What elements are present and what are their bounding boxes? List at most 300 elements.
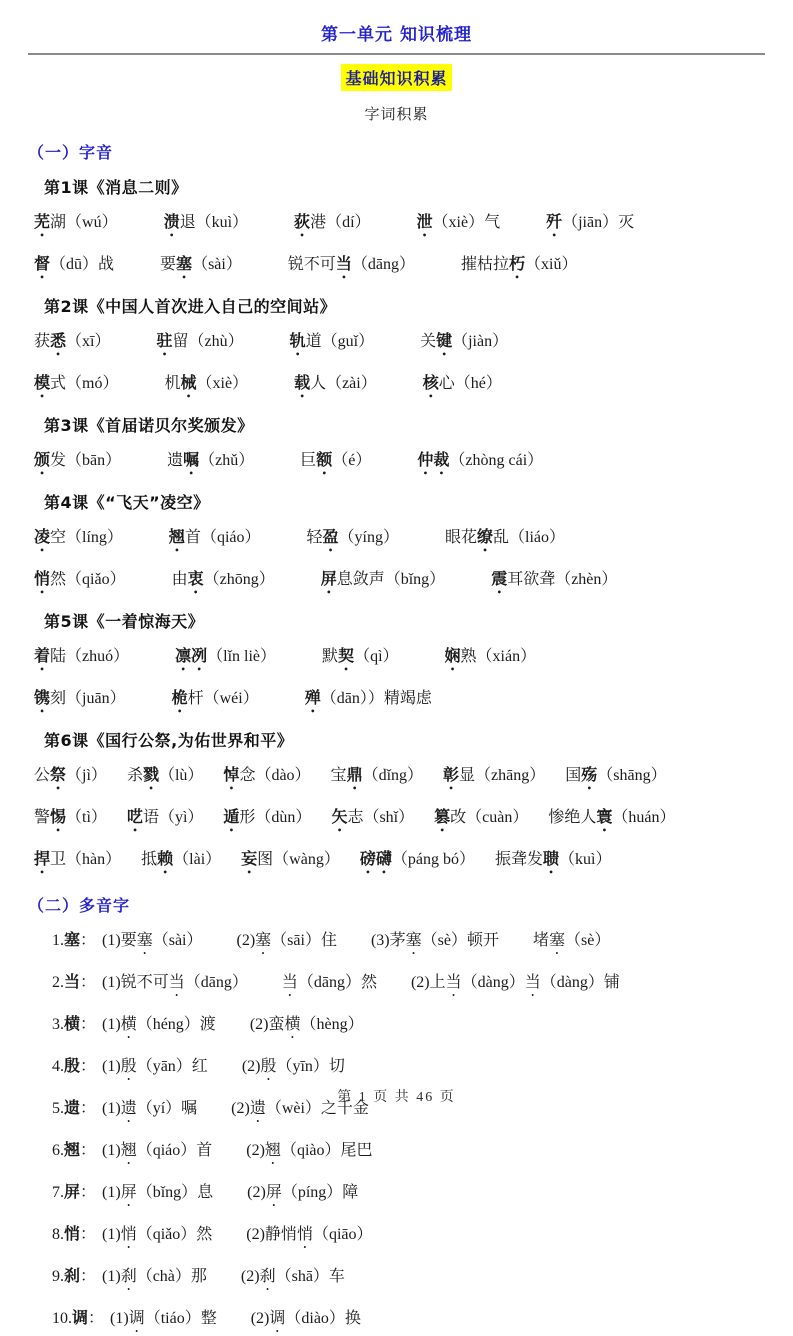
text-segment: 刻（juān） <box>50 690 126 707</box>
text-segment: 获 <box>34 333 51 350</box>
usage-item <box>102 1223 212 1252</box>
emphasized-char: 模 <box>34 373 51 392</box>
polyphone-entry <box>52 1306 793 1336</box>
text-segment: （hèng） <box>300 1016 364 1033</box>
vocab-item <box>34 252 114 282</box>
text-segment: （bǐng）息 <box>136 1184 214 1201</box>
text-segment: 机 <box>164 375 181 392</box>
usage-item <box>102 1013 216 1042</box>
vocab-item <box>360 847 475 877</box>
text-segment: 图（wàng） <box>257 851 340 868</box>
emphasized-char: 塞 <box>255 932 272 949</box>
emphasized-char: 键 <box>436 331 453 350</box>
vocab-row <box>34 567 793 597</box>
text-segment: 然（qiǎo） <box>50 571 126 588</box>
text-segment: 10. <box>52 1310 72 1327</box>
text-segment: (1) <box>102 1142 121 1159</box>
emphasized-char: 祭 <box>50 765 67 784</box>
text-segment: （qì） <box>354 648 399 665</box>
vocab-item <box>417 210 501 240</box>
page-header <box>0 0 793 45</box>
entry-label <box>52 1306 104 1330</box>
vocab-item <box>241 847 340 877</box>
polyphone-entry <box>52 1054 793 1084</box>
highlighted-section-title: 基础知识积累 <box>341 64 451 91</box>
usage-item <box>102 1265 207 1294</box>
text-segment: (1) <box>102 1058 121 1075</box>
text-segment: （wèi）之千金 <box>265 1100 369 1117</box>
highlighted-title-wrap <box>0 64 793 91</box>
lesson-title: 第2课《中国人首次进入自己的空间站》 <box>44 297 337 316</box>
vocab-item <box>495 847 611 877</box>
text-segment: (1)要 <box>102 932 137 949</box>
lesson-title: 第3课《首届诺贝尔奖颁发》 <box>44 416 254 435</box>
emphasized-char: 妄 <box>241 849 258 868</box>
text-segment: 巨 <box>300 452 317 469</box>
text-segment: （dàng） <box>461 974 525 991</box>
emphasized-char: 捍 <box>34 849 51 868</box>
vocab-item <box>164 210 248 240</box>
vocab-item <box>321 567 445 597</box>
emphasized-char: 刹 <box>64 1266 81 1285</box>
emphasized-char: 仲裁 <box>417 450 450 469</box>
emphasized-char: 契 <box>338 646 355 665</box>
text-segment: （lài） <box>173 851 222 868</box>
emphasized-char: 悄 <box>34 569 51 588</box>
polyphone-entry <box>52 1264 793 1294</box>
emphasized-char: 聩 <box>542 849 559 868</box>
emphasized-char: 遗 <box>120 1100 137 1117</box>
unit-header-title: 第一单元 知识梳理 <box>321 25 472 45</box>
emphasized-char: 督 <box>34 254 51 273</box>
emphasized-char: 衷 <box>187 569 204 588</box>
emphasized-char: 遗 <box>64 1098 81 1117</box>
vocab-item <box>305 686 432 716</box>
emphasized-char: 当 <box>281 974 298 991</box>
vocab-item <box>156 329 243 359</box>
text-segment: (2) <box>246 1142 265 1159</box>
vocab-item <box>548 805 675 835</box>
emphasized-char: 核 <box>422 373 439 392</box>
text-segment: (2) <box>240 1268 260 1285</box>
text-segment: 念（dào） <box>239 767 311 784</box>
emphasized-char: 调 <box>128 1310 145 1327</box>
text-segment: 锐不可 <box>287 256 336 273</box>
entry-label <box>52 1054 96 1078</box>
text-segment: （yíng） <box>338 529 399 546</box>
usage-item <box>251 1307 361 1336</box>
emphasized-char: 横 <box>284 1016 301 1033</box>
usage-item <box>102 1055 208 1084</box>
usage-item <box>533 929 610 958</box>
text-segment: （chà）那 <box>136 1268 207 1285</box>
emphasized-char: 缭 <box>477 527 494 546</box>
vocab-item <box>127 763 203 793</box>
text-segment: （dān））精竭虑 <box>320 690 432 707</box>
emphasized-char: 调 <box>72 1308 89 1327</box>
usage-item <box>102 971 248 1000</box>
vocab-row <box>34 525 793 555</box>
vocab-item <box>420 329 508 359</box>
text-segment: （zhǔ） <box>199 452 255 469</box>
emphasized-char: 悄 <box>296 1226 313 1243</box>
vocab-item <box>34 644 129 674</box>
emphasized-char: 悄 <box>120 1226 137 1243</box>
text-segment: 摧枯拉 <box>460 256 509 273</box>
text-segment: 9. <box>52 1268 64 1285</box>
polyphone-entry <box>52 970 793 1000</box>
vocab-row <box>34 329 793 359</box>
entry-label <box>52 970 96 994</box>
text-segment: 公 <box>34 767 51 784</box>
vocab-item <box>491 567 617 597</box>
text-segment: (1) <box>110 1310 129 1327</box>
lesson-title: 第4课《“飞天”凌空》 <box>44 493 210 512</box>
usage-item <box>110 1307 217 1336</box>
vocab-item <box>307 525 399 555</box>
text-segment: （qiào）尾巴 <box>280 1142 373 1159</box>
text-segment: 式（mó） <box>50 375 119 392</box>
text-segment: ： <box>80 1100 97 1117</box>
usage-item <box>237 929 337 958</box>
emphasized-char: 篡 <box>434 807 451 826</box>
usage-item <box>371 929 499 958</box>
vocab-item <box>34 847 121 877</box>
subtitle: 字词积累 <box>364 107 429 123</box>
text-segment: （qiǎo）然 <box>136 1226 213 1243</box>
emphasized-char: 额 <box>316 450 333 469</box>
text-segment: （píng）障 <box>281 1184 359 1201</box>
lesson-title: 第5课《一着惊海天》 <box>44 612 205 631</box>
text-segment: 发（bān） <box>50 452 122 469</box>
vocab-item <box>164 371 248 401</box>
text-segment: (2) <box>231 1100 250 1117</box>
vocab-item <box>34 210 118 240</box>
text-segment: （é） <box>332 452 372 469</box>
text-segment: （diào）换 <box>285 1310 361 1327</box>
text-segment: 杀 <box>126 767 143 784</box>
vocab-item <box>331 805 414 835</box>
usage-item <box>250 1013 364 1042</box>
emphasized-char: 械 <box>180 373 197 392</box>
text-segment: (2) <box>250 1310 270 1327</box>
vocab-item <box>34 329 110 359</box>
polyphone-entries <box>52 928 793 1336</box>
text-segment: 空（líng） <box>50 529 123 546</box>
emphasized-char: 鼎 <box>346 765 363 784</box>
emphasized-char: 横 <box>120 1016 137 1033</box>
lesson-title: 第1课《消息二则》 <box>44 178 188 197</box>
text-segment: ： <box>80 1268 97 1285</box>
vocab-item <box>223 805 311 835</box>
vocab-row <box>34 644 793 674</box>
entry-label <box>52 1012 96 1036</box>
vocab-item <box>34 448 121 478</box>
text-segment: 3. <box>52 1016 64 1033</box>
entry-label <box>52 1180 96 1204</box>
text-segment: 语（yì） <box>142 809 204 826</box>
vocab-item <box>443 763 545 793</box>
text-segment: (1) <box>102 1100 121 1117</box>
text-segment: （lǐn liè） <box>207 648 277 665</box>
text-segment: 宝 <box>330 767 347 784</box>
emphasized-char: 当 <box>524 974 541 991</box>
text-segment: (1) <box>102 1226 121 1243</box>
text-segment: （xiǔ） <box>525 256 578 273</box>
text-segment: (2)蛮 <box>249 1016 285 1033</box>
text-segment: （xiè） <box>196 375 249 392</box>
text-segment: ： <box>80 1058 97 1075</box>
text-segment: （sài） <box>152 932 203 949</box>
emphasized-char: 呓 <box>126 807 143 826</box>
text-segment: （yān）红 <box>136 1058 208 1075</box>
usage-item <box>246 1223 372 1252</box>
emphasized-char: 屏 <box>265 1184 282 1201</box>
text-segment: 道（guǐ） <box>305 333 375 350</box>
emphasized-char: 戮 <box>142 765 159 784</box>
emphasized-char: 塞 <box>64 930 81 949</box>
text-segment: 抵 <box>141 851 158 868</box>
emphasized-char: 娴 <box>444 646 461 665</box>
emphasized-char: 惕 <box>50 807 67 826</box>
emphasized-char: 盈 <box>322 527 339 546</box>
text-segment: 息敛声（bǐng） <box>336 571 446 588</box>
vocab-item <box>546 210 634 240</box>
text-segment: 2. <box>52 974 64 991</box>
emphasized-char: 桅 <box>171 688 188 707</box>
vocab-item <box>167 448 254 478</box>
text-segment: ： <box>80 1226 97 1243</box>
text-segment: （dàng）铺 <box>540 974 620 991</box>
vocab-item <box>141 847 221 877</box>
emphasized-char: 翘 <box>64 1140 81 1159</box>
text-segment: ： <box>80 932 97 949</box>
emphasized-char: 塞 <box>549 932 566 949</box>
vocab-item <box>172 567 275 597</box>
text-segment: 改（cuàn） <box>450 809 529 826</box>
vocab-row <box>34 805 793 835</box>
emphasized-char: 凛冽 <box>175 646 208 665</box>
text-segment: (2)上 <box>410 974 446 991</box>
lesson-title: 第6课《国行公祭,为佑世界和平》 <box>44 731 294 750</box>
text-segment: (3)茅 <box>370 932 406 949</box>
vocab-item <box>34 525 123 555</box>
emphasized-char: 溃 <box>163 212 180 231</box>
vocab-row <box>34 448 793 478</box>
text-segment: 惨绝人 <box>548 809 597 826</box>
emphasized-char: 悼 <box>223 765 240 784</box>
vocab-row <box>34 763 793 793</box>
vocab-item <box>172 686 259 716</box>
emphasized-char: 塞 <box>136 932 153 949</box>
text-segment: （sài） <box>192 256 242 273</box>
text-segment: （jiàn） <box>452 333 509 350</box>
vocab-row <box>34 371 793 401</box>
text-segment: （shā）车 <box>275 1268 345 1285</box>
text-segment: （kuì） <box>559 851 612 868</box>
emphasized-char: 横 <box>64 1014 81 1033</box>
text-segment: 1. <box>52 932 64 949</box>
emphasized-char: 着 <box>34 646 51 665</box>
text-segment: 人（zài） <box>310 375 377 392</box>
text-segment: 轻 <box>306 529 323 546</box>
entry-label <box>52 1222 96 1246</box>
text-segment: （sāi）住 <box>271 932 337 949</box>
text-segment: 熟（xián） <box>460 648 537 665</box>
emphasized-char: 塞 <box>405 932 422 949</box>
text-segment: 湖（wú） <box>50 214 118 231</box>
text-segment: 6. <box>52 1142 64 1159</box>
text-segment: （sè） <box>565 932 611 949</box>
emphasized-char: 驻 <box>156 331 173 350</box>
text-segment: 警 <box>34 809 51 826</box>
emphasized-char: 屏 <box>64 1182 81 1201</box>
text-segment: 陆（zhuó） <box>50 648 130 665</box>
section-heading-polyphone: （二）多音字 <box>28 896 131 915</box>
text-segment: （zhòng cái） <box>449 452 544 469</box>
vocab-row <box>34 847 793 877</box>
emphasized-char: 翘 <box>264 1142 281 1159</box>
vocab-item <box>127 805 203 835</box>
text-segment: 港（dí） <box>310 214 371 231</box>
text-segment: (1) <box>102 1016 121 1033</box>
vocab-item <box>300 448 371 478</box>
text-segment: （jiān）灭 <box>562 214 635 231</box>
usage-item <box>242 1055 345 1084</box>
text-segment: 乱（liáo） <box>493 529 566 546</box>
emphasized-char: 遁 <box>223 807 240 826</box>
vocab-item <box>565 763 666 793</box>
text-segment: （dāng） <box>351 256 415 273</box>
usage-item <box>241 1265 345 1294</box>
entry-label <box>52 1264 96 1288</box>
text-segment: 遗 <box>167 452 184 469</box>
text-segment: ： <box>80 974 97 991</box>
emphasized-char: 当 <box>64 972 81 991</box>
emphasized-char: 镌 <box>34 688 51 707</box>
vocab-item <box>288 252 415 282</box>
emphasized-char: 矢 <box>331 807 348 826</box>
vocab-item <box>160 252 242 282</box>
emphasized-char: 刹 <box>259 1268 276 1285</box>
text-segment: (1) <box>102 1268 121 1285</box>
text-segment: 8. <box>52 1226 64 1243</box>
vocab-item <box>423 371 502 401</box>
text-segment: ： <box>80 1142 97 1159</box>
emphasized-char: 屏 <box>320 569 337 588</box>
emphasized-char: 当 <box>445 974 462 991</box>
emphasized-char: 殷 <box>260 1058 277 1075</box>
vocab-item <box>461 252 577 282</box>
text-segment: （dāng） <box>184 974 248 991</box>
polyphone-entry <box>52 928 793 958</box>
text-segment: 堵 <box>532 932 549 949</box>
text-segment: ： <box>88 1310 105 1327</box>
emphasized-char: 塞 <box>176 254 193 273</box>
text-segment: (2) <box>241 1058 261 1075</box>
usage-item <box>102 929 202 958</box>
text-segment: 首（qiáo） <box>184 529 261 546</box>
text-segment: 7. <box>52 1184 64 1201</box>
emphasized-char: 翘 <box>120 1142 137 1159</box>
text-segment: 心（hé） <box>438 375 502 392</box>
emphasized-char: 歼 <box>546 212 563 231</box>
text-segment: （tì） <box>66 809 107 826</box>
vocab-item <box>34 371 118 401</box>
text-segment: 4. <box>52 1058 64 1075</box>
vocab-item <box>445 525 565 555</box>
text-segment: （yí）嘱 <box>136 1100 198 1117</box>
emphasized-char: 凌 <box>34 527 51 546</box>
vocab-item <box>175 644 276 674</box>
text-segment: （yīn）切 <box>276 1058 345 1075</box>
text-segment: （héng）渡 <box>136 1016 216 1033</box>
page-footer: 第 1 页 共 46 页 <box>337 1090 456 1105</box>
usage-item <box>102 1181 213 1210</box>
text-segment: （sè）顿开 <box>421 932 499 949</box>
emphasized-char: 嘱 <box>183 450 200 469</box>
emphasized-char: 遗 <box>249 1100 266 1117</box>
text-segment: 振聋发 <box>494 851 543 868</box>
text-segment: （dāng）然 <box>297 974 377 991</box>
emphasized-char: 磅礴 <box>359 849 392 868</box>
emphasized-char: 寰 <box>596 807 613 826</box>
text-segment: 退（kuì） <box>179 214 249 231</box>
emphasized-char: 刹 <box>120 1268 137 1285</box>
text-segment: 要 <box>160 256 177 273</box>
entry-label <box>52 928 96 952</box>
text-segment: （qiáo）首 <box>136 1142 213 1159</box>
polyphone-entry <box>52 1138 793 1168</box>
emphasized-char: 当 <box>168 974 185 991</box>
emphasized-char: 震 <box>491 569 508 588</box>
emphasized-char: 殚 <box>304 688 321 707</box>
emphasized-char: 彰 <box>443 765 460 784</box>
vocab-item <box>445 644 537 674</box>
vocab-row <box>34 252 793 282</box>
emphasized-char: 轨 <box>289 331 306 350</box>
text-segment: （tiáo）整 <box>144 1310 217 1327</box>
usage-item <box>411 971 620 1000</box>
usage-item <box>282 971 377 1000</box>
vocab-item <box>322 644 398 674</box>
text-segment: （xī） <box>66 333 111 350</box>
text-segment: （qiāo） <box>312 1226 373 1243</box>
text-segment: （xiè）气 <box>432 214 501 231</box>
text-segment: ： <box>80 1016 97 1033</box>
text-segment: (1) <box>102 1184 121 1201</box>
section-heading-pinyin: （一）字音 <box>28 143 114 162</box>
polyphone-entry <box>52 1222 793 1252</box>
text-segment: （jì） <box>66 767 107 784</box>
text-segment: 志（shǐ） <box>347 809 415 826</box>
vocab-item <box>34 805 107 835</box>
vocab-row <box>34 686 793 716</box>
vocab-row <box>34 210 793 240</box>
emphasized-char: 载 <box>294 373 311 392</box>
vocab-item <box>34 686 126 716</box>
emphasized-char: 悄 <box>64 1224 81 1243</box>
text-segment: (2) <box>247 1184 266 1201</box>
emphasized-char: 赖 <box>157 849 174 868</box>
text-segment: 国 <box>565 767 582 784</box>
text-segment: 关 <box>420 333 437 350</box>
emphasized-char: 当 <box>335 254 352 273</box>
emphasized-char: 屏 <box>120 1184 137 1201</box>
text-segment: (2) <box>236 932 256 949</box>
text-segment: 显（zhāng） <box>459 767 546 784</box>
text-segment: （dǐng） <box>362 767 424 784</box>
